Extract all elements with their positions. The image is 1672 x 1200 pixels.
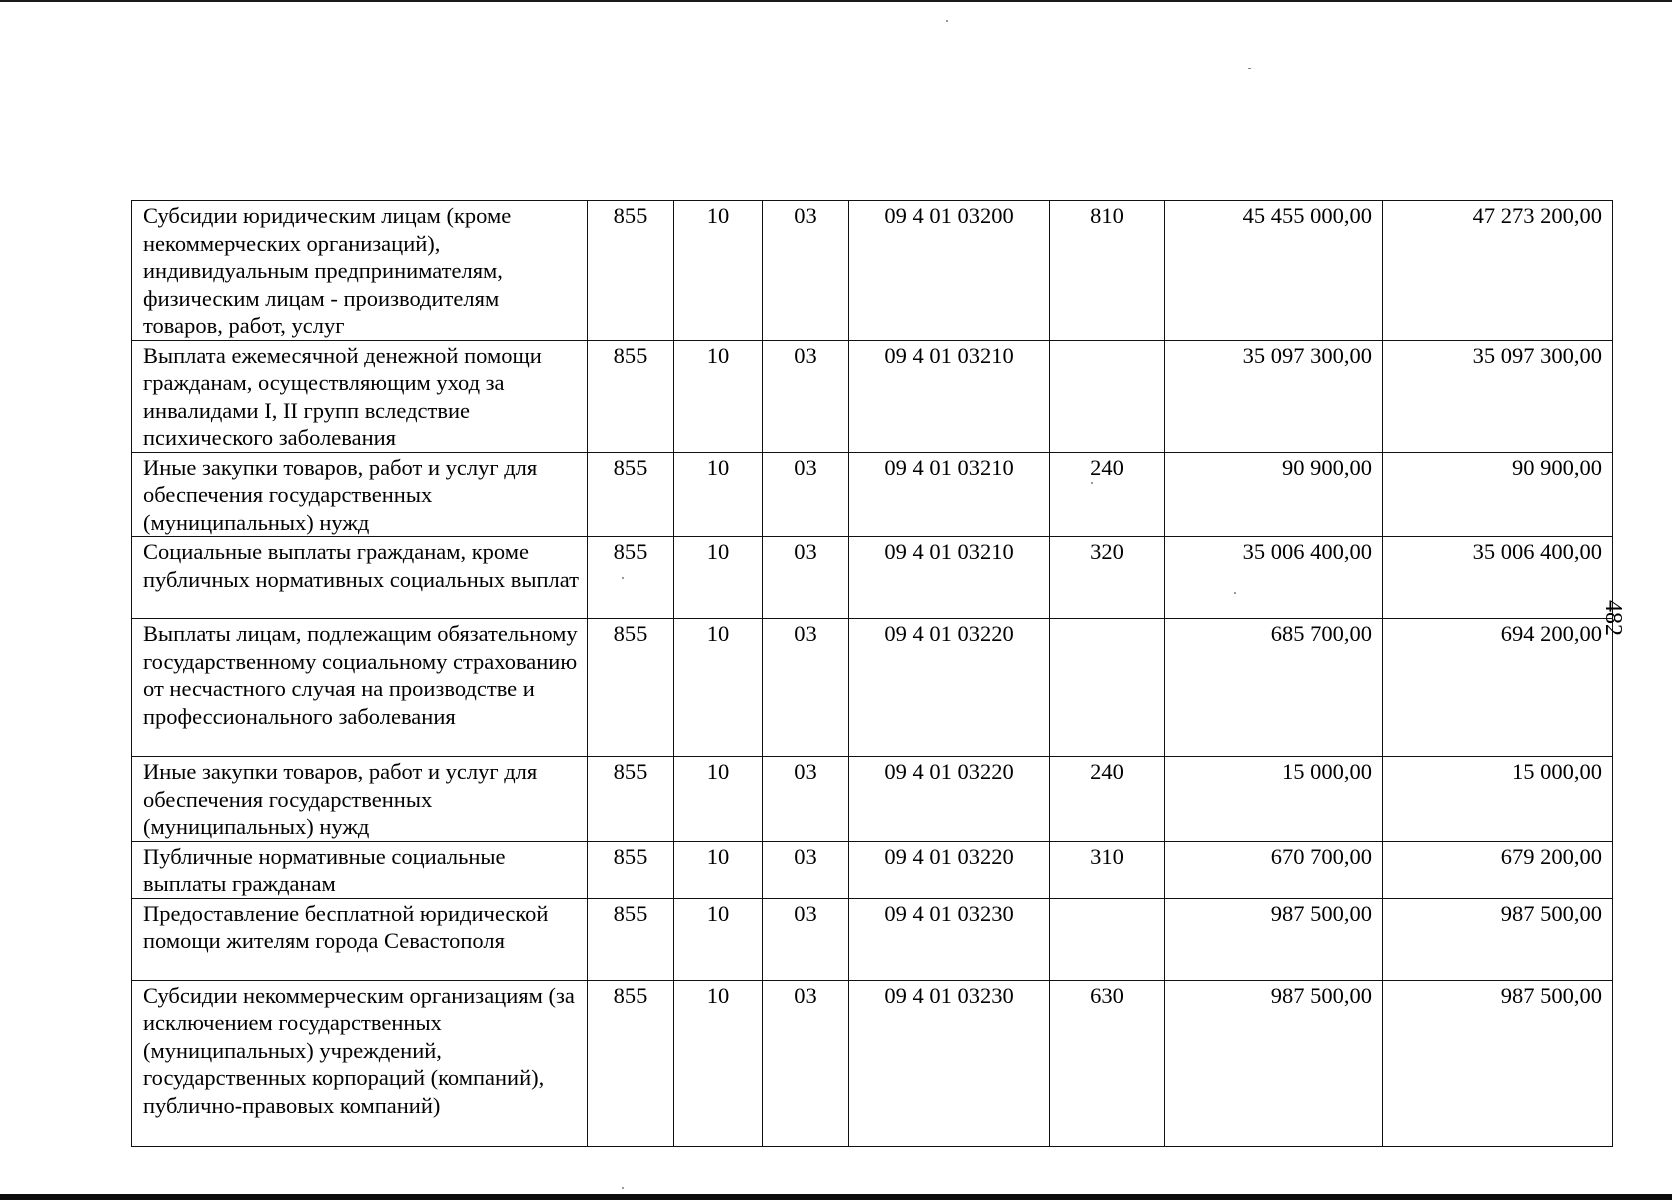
subsection-code: 03 <box>763 537 849 619</box>
amount-2: 35 097 300,00 <box>1383 340 1613 452</box>
target-code: 09 4 01 03210 <box>849 537 1050 619</box>
expense-type-code: 810 <box>1050 201 1165 341</box>
subsection-code: 03 <box>763 340 849 452</box>
amount-2: 679 200,00 <box>1383 841 1613 898</box>
subsection-code: 03 <box>763 619 849 757</box>
amount-2: 987 500,00 <box>1383 980 1613 1146</box>
table-row <box>132 898 1613 980</box>
target-code: 09 4 01 03230 <box>849 898 1050 980</box>
target-code: 09 4 01 03230 <box>849 980 1050 1146</box>
target-code: 09 4 01 03220 <box>849 757 1050 842</box>
target-code: 09 4 01 03220 <box>849 619 1050 757</box>
table-row <box>132 757 1613 842</box>
scan-speck <box>1248 68 1251 69</box>
ministry-code: 855 <box>588 201 674 341</box>
subsection-code: 03 <box>763 898 849 980</box>
amount-2: 15 000,00 <box>1383 757 1613 842</box>
page-number: 482 <box>1600 600 1626 636</box>
row-name: Иные закупки товаров, работ и услуг для обеспечения государственных (муниципальных) нужд <box>132 452 588 537</box>
table-row <box>132 841 1613 898</box>
row-name: Выплаты лицам, подлежащим обязательному государственному социальному страхованию от несчастного случая на производстве и профессионального заболевания <box>132 619 588 757</box>
expense-type-code <box>1050 898 1165 980</box>
subsection-code: 03 <box>763 757 849 842</box>
subsection-code: 03 <box>763 201 849 341</box>
ministry-code: 855 <box>588 340 674 452</box>
subsection-code: 03 <box>763 452 849 537</box>
section-code: 10 <box>674 452 763 537</box>
amount-2: 987 500,00 <box>1383 898 1613 980</box>
section-code: 10 <box>674 898 763 980</box>
expense-type-code: 240 <box>1050 452 1165 537</box>
expense-type-code <box>1050 340 1165 452</box>
ministry-code: 855 <box>588 757 674 842</box>
amount-1: 90 900,00 <box>1165 452 1383 537</box>
subsection-code: 03 <box>763 980 849 1146</box>
amount-2: 47 273 200,00 <box>1383 201 1613 341</box>
table-row <box>132 619 1613 757</box>
amount-1: 685 700,00 <box>1165 619 1383 757</box>
table-row <box>132 537 1613 619</box>
row-name: Социальные выплаты гражданам, кроме публичных нормативных социальных выплат <box>132 537 588 619</box>
subsection-code: 03 <box>763 841 849 898</box>
target-code: 09 4 01 03200 <box>849 201 1050 341</box>
row-name: Иные закупки товаров, работ и услуг для обеспечения государственных (муниципальных) нужд <box>132 757 588 842</box>
ministry-code: 855 <box>588 841 674 898</box>
expense-type-code <box>1050 619 1165 757</box>
row-name: Субсидии некоммерческим организациям (за исключением государственных (муниципальных) учреждений, государственных корпораций (компаний), публично-правовых компаний) <box>132 980 588 1146</box>
ministry-code: 855 <box>588 898 674 980</box>
target-code: 09 4 01 03210 <box>849 452 1050 537</box>
amount-1: 987 500,00 <box>1165 898 1383 980</box>
ministry-code: 855 <box>588 452 674 537</box>
expense-type-code: 320 <box>1050 537 1165 619</box>
ministry-code: 855 <box>588 537 674 619</box>
table-row <box>132 980 1613 1146</box>
scan-edge-top <box>0 0 1672 2</box>
section-code: 10 <box>674 537 763 619</box>
table-row <box>132 452 1613 537</box>
table-row <box>132 201 1613 341</box>
table-row <box>132 340 1613 452</box>
row-name: Субсидии юридическим лицам (кроме некоммерческих организаций), индивидуальным предпринимателям, физическим лицам - производителям товаров, работ, услуг <box>132 201 588 341</box>
amount-1: 35 006 400,00 <box>1165 537 1383 619</box>
ministry-code: 855 <box>588 980 674 1146</box>
ministry-code: 855 <box>588 619 674 757</box>
section-code: 10 <box>674 340 763 452</box>
amount-2: 35 006 400,00 <box>1383 537 1613 619</box>
amount-1: 15 000,00 <box>1165 757 1383 842</box>
scan-speck <box>622 1187 624 1189</box>
expense-type-code: 240 <box>1050 757 1165 842</box>
section-code: 10 <box>674 841 763 898</box>
amount-1: 35 097 300,00 <box>1165 340 1383 452</box>
row-name: Публичные нормативные социальные выплаты гражданам <box>132 841 588 898</box>
scan-speck <box>946 20 948 22</box>
section-code: 10 <box>674 201 763 341</box>
section-code: 10 <box>674 619 763 757</box>
expense-type-code: 630 <box>1050 980 1165 1146</box>
amount-2: 90 900,00 <box>1383 452 1613 537</box>
target-code: 09 4 01 03210 <box>849 340 1050 452</box>
section-code: 10 <box>674 757 763 842</box>
expense-type-code: 310 <box>1050 841 1165 898</box>
scan-edge-bottom <box>0 1194 1672 1200</box>
row-name: Выплата ежемесячной денежной помощи гражданам, осуществляющим уход за инвалидами I, II групп вследствие психического заболевания <box>132 340 588 452</box>
row-name: Предоставление бесплатной юридической помощи жителям города Севастополя <box>132 898 588 980</box>
amount-1: 987 500,00 <box>1165 980 1383 1146</box>
target-code: 09 4 01 03220 <box>849 841 1050 898</box>
budget-table <box>131 200 1613 1147</box>
amount-2: 694 200,00 <box>1383 619 1613 757</box>
amount-1: 45 455 000,00 <box>1165 201 1383 341</box>
section-code: 10 <box>674 980 763 1146</box>
amount-1: 670 700,00 <box>1165 841 1383 898</box>
